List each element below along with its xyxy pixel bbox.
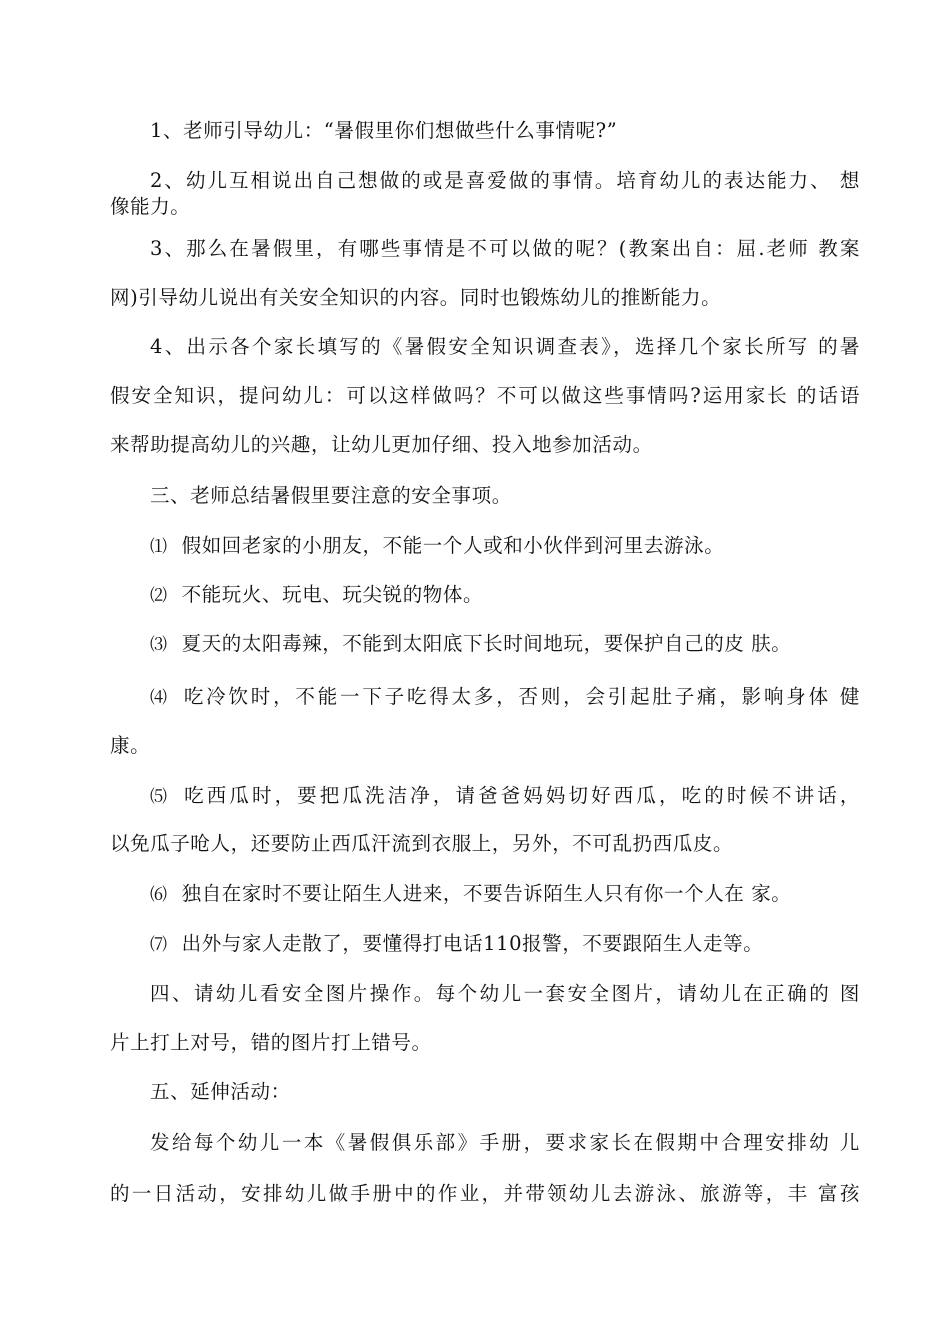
- safety-item-4-cont: 康。: [110, 734, 151, 757]
- paragraph-step-2-cont: 像能力。: [110, 195, 191, 218]
- paragraph-step-2: 2、幼儿互相说出自己想做的或是喜爱做的事情。培育幼儿的表达能力、 想: [150, 169, 860, 192]
- item-text: 夏天的太阳毒辣，不能到太阳底下长时间地玩，要保护自己的皮 肤。: [181, 632, 792, 655]
- item-text: 出外与家人走散了，要懂得打电话110报警，不要跟陌生人走等。: [181, 932, 764, 955]
- paragraph-step-4: 4、出示各个家长填写的《暑假安全知识调查表》，选择几个家长所写 的暑: [150, 335, 860, 358]
- item-number: ⑺: [150, 935, 168, 955]
- item-text: 假如回老家的小朋友，不能一个人或和小伙伴到河里去游泳。: [181, 534, 725, 557]
- item-number: ⑸: [150, 787, 168, 807]
- section-heading-4: 四、请幼儿看安全图片操作。每个幼儿一套安全图片，请幼儿在正确的 图: [150, 982, 860, 1005]
- safety-item-7: [150, 931, 860, 958]
- safety-item-5-cont: 以免瓜子呛人，还要防止西瓜汗流到衣服上，另外，不可乱扔西瓜皮。: [110, 832, 734, 855]
- item-text: 吃冷饮时，不能一下子吃得太多，否则，会引起肚子痛，影响身体 健: [181, 685, 860, 708]
- extension-paragraph: 发给每个幼儿一本《暑假俱乐部》手册，要求家长在假期中合理安排幼 儿: [150, 1131, 860, 1154]
- item-number: ⑹: [150, 885, 168, 905]
- paragraph-step-3-cont: 网)引导幼儿说出有关安全知识的内容。同时也锻炼幼儿的推断能力。: [110, 286, 722, 309]
- paragraph-step-1: 1、老师引导幼儿：“暑假里你们想做些什么事情呢?”: [150, 119, 618, 142]
- section-heading-5: 五、延伸活动：: [150, 1080, 291, 1103]
- item-number: ⑵: [150, 586, 168, 606]
- safety-item-6: [150, 881, 860, 908]
- paragraph-step-4-cont-1: 假安全知识，提问幼儿：可以这样做吗？不可以做这些事情吗?运用家长 的话语: [110, 384, 860, 407]
- item-number: ⑴: [150, 537, 168, 557]
- safety-item-5: [150, 783, 860, 810]
- extension-paragraph-cont: 的一日活动，安排幼儿做手册中的作业，并带领幼儿去游泳、旅游等，丰 富孩: [110, 1182, 860, 1205]
- safety-item-4: [150, 684, 860, 711]
- section-4-cont: 片上打上对号，错的图片打上错号。: [110, 1031, 432, 1054]
- paragraph-step-3: 3、那么在暑假里，有哪些事情是不可以做的呢？(教案出自：屈.老师 教案: [150, 237, 860, 260]
- item-text: 不能玩火、玩电、玩尖锐的物体。: [181, 583, 484, 606]
- item-text: 吃西瓜时，要把瓜洗洁净，请爸爸妈妈切好西瓜，吃的时候不讲话，: [181, 784, 860, 807]
- item-number: ⑷: [150, 688, 168, 708]
- item-text: 独自在家时不要让陌生人进来，不要告诉陌生人只有你一个人在 家。: [181, 882, 792, 905]
- safety-item-3: [150, 631, 860, 658]
- item-number: ⑶: [150, 635, 168, 655]
- safety-item-2: [150, 582, 860, 609]
- paragraph-step-4-cont-2: 来帮助提高幼儿的兴趣，让幼儿更加仔细、投入地参加活动。: [110, 433, 653, 456]
- section-heading-3: 三、老师总结暑假里要注意的安全事项。: [150, 484, 512, 507]
- safety-item-1: [150, 533, 860, 560]
